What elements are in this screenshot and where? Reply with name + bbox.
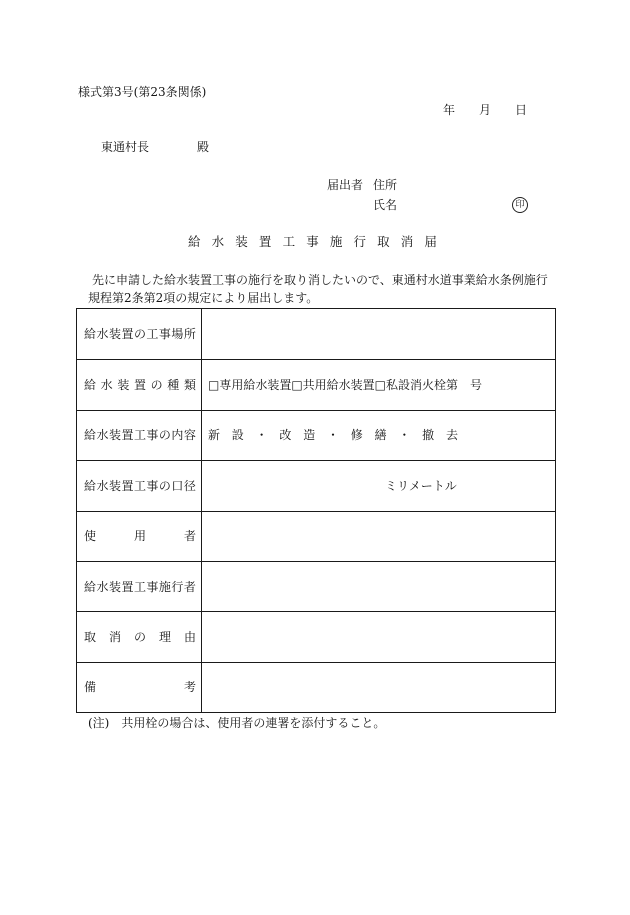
glyph: 消 xyxy=(108,630,121,645)
row-label-cell xyxy=(77,360,202,409)
glyph: 給 xyxy=(84,478,97,493)
glyph: 由 xyxy=(183,630,196,645)
glyph: 装 xyxy=(108,327,121,342)
addressee-line: 東通村長 殿 xyxy=(101,140,210,154)
glyph: 行 xyxy=(171,579,184,594)
form-title xyxy=(188,234,437,250)
table-row-diameter xyxy=(77,460,555,510)
glyph: 理 xyxy=(158,630,171,645)
row-label-cell xyxy=(77,309,202,359)
glyph: の xyxy=(133,630,146,645)
table-row-device-type xyxy=(77,359,555,409)
glyph: 内 xyxy=(171,428,184,443)
glyph: 水 xyxy=(211,234,225,249)
glyph: 置 xyxy=(121,428,134,443)
glyph: 置 xyxy=(121,327,134,342)
glyph: 装 xyxy=(117,378,130,393)
glyph: 行 xyxy=(353,234,366,249)
glyph: 工 xyxy=(146,327,159,342)
work-content-field xyxy=(202,411,555,460)
date-line: 年 月 日 xyxy=(443,103,528,117)
row-label xyxy=(84,629,196,645)
device-type-field xyxy=(202,360,555,409)
glyph: 施 xyxy=(158,579,171,594)
glyph: 水 xyxy=(96,327,109,342)
glyph: の xyxy=(150,378,163,393)
glyph: ・ xyxy=(326,428,339,443)
address-label: 住所 xyxy=(373,178,398,192)
row-label xyxy=(84,326,196,342)
glyph: 事 xyxy=(146,428,159,443)
device-type-options: □専用給水装置□共用給水装置□私設消火栓第 号 xyxy=(208,378,483,393)
row-label xyxy=(84,377,196,393)
glyph: 置 xyxy=(258,234,272,249)
glyph: 事 xyxy=(146,579,159,594)
glyph: 水 xyxy=(96,478,109,493)
table-row-user xyxy=(77,511,555,561)
glyph: 事 xyxy=(306,234,319,249)
glyph: 工 xyxy=(133,579,146,594)
glyph: 改 xyxy=(279,428,292,443)
glyph: 装 xyxy=(108,579,121,594)
table-row-cancel-reason xyxy=(77,611,555,661)
body-text-line-1: 先に申請した給水装置工事の施行を取り消したいので、東通村水道事業給水条例施行 xyxy=(92,273,548,287)
glyph: 容 xyxy=(183,428,196,443)
glyph: 造 xyxy=(303,428,316,443)
glyph: 置 xyxy=(121,579,134,594)
cancel-reason-field xyxy=(202,612,555,661)
glyph: 届 xyxy=(424,234,437,249)
glyph: 取 xyxy=(377,234,390,249)
glyph: 事 xyxy=(158,327,171,342)
glyph: 工 xyxy=(133,478,146,493)
user-field xyxy=(202,512,555,561)
contractor-field xyxy=(202,562,555,611)
glyph: 水 xyxy=(96,579,109,594)
glyph: 置 xyxy=(133,378,146,393)
glyph: 給 xyxy=(84,378,97,393)
applicant-label: 届出者 xyxy=(327,178,364,192)
glyph: 給 xyxy=(84,327,97,342)
glyph: 用 xyxy=(133,529,146,544)
glyph: 新 xyxy=(208,428,221,443)
glyph: 設 xyxy=(231,428,244,443)
glyph: 消 xyxy=(400,234,414,249)
diameter-field xyxy=(202,461,555,510)
glyph: 事 xyxy=(146,478,159,493)
row-label xyxy=(84,427,196,443)
glyph: 考 xyxy=(183,680,196,695)
glyph: 装 xyxy=(235,234,248,249)
glyph: 備 xyxy=(84,680,97,695)
glyph: 工 xyxy=(133,428,146,443)
glyph: 類 xyxy=(183,378,196,393)
glyph: 者 xyxy=(183,579,196,594)
glyph: の xyxy=(158,428,171,443)
row-label xyxy=(84,579,196,595)
body-text-line-2: 規程第2条第2項の規定により届出します。 xyxy=(88,291,319,305)
row-label-cell xyxy=(77,663,202,712)
glyph: 装 xyxy=(108,478,121,493)
glyph: の xyxy=(158,478,171,493)
glyph: の xyxy=(133,327,146,342)
seal-mark: 印 xyxy=(512,197,528,213)
row-label-cell xyxy=(77,411,202,460)
glyph: 種 xyxy=(167,378,180,393)
glyph: 水 xyxy=(100,378,113,393)
row-label-cell xyxy=(77,612,202,661)
row-label-cell xyxy=(77,461,202,510)
row-label-cell xyxy=(77,562,202,611)
glyph: 者 xyxy=(183,529,196,544)
glyph: 給 xyxy=(84,428,97,443)
footnote: (注) 共用栓の場合は、使用者の連署を添付すること。 xyxy=(88,716,386,730)
work-location-field xyxy=(202,309,555,359)
glyph: 口 xyxy=(171,478,184,493)
glyph: ・ xyxy=(398,428,411,443)
glyph: 給 xyxy=(188,234,201,249)
diameter-unit: ミリメートル xyxy=(385,478,457,493)
table-row-remarks xyxy=(77,662,555,712)
glyph: 工 xyxy=(282,234,296,249)
row-label-cell xyxy=(77,512,202,561)
work-content-options xyxy=(208,427,458,443)
table-row-contractor xyxy=(77,561,555,611)
row-label xyxy=(84,679,196,695)
remarks-field xyxy=(202,663,555,712)
row-label xyxy=(84,478,196,494)
glyph: 使 xyxy=(84,529,97,544)
glyph: 施 xyxy=(329,234,343,249)
row-label xyxy=(84,528,196,544)
form-table xyxy=(76,308,556,713)
glyph: 径 xyxy=(183,478,196,493)
glyph: 繕 xyxy=(374,428,387,443)
form-number-label: 様式第3号(第23条関係) xyxy=(78,85,207,99)
glyph: ・ xyxy=(255,428,268,443)
glyph: 去 xyxy=(445,428,458,443)
table-row-work-location xyxy=(77,309,555,359)
glyph: 所 xyxy=(183,327,196,342)
glyph: 取 xyxy=(84,630,97,645)
table-row-work-content xyxy=(77,410,555,460)
glyph: 給 xyxy=(84,579,97,594)
glyph: 装 xyxy=(108,428,121,443)
glyph: 修 xyxy=(350,428,363,443)
name-label: 氏名 xyxy=(373,198,398,212)
glyph: 場 xyxy=(171,327,184,342)
glyph: 置 xyxy=(121,478,134,493)
glyph: 水 xyxy=(96,428,109,443)
glyph: 撤 xyxy=(422,428,435,443)
